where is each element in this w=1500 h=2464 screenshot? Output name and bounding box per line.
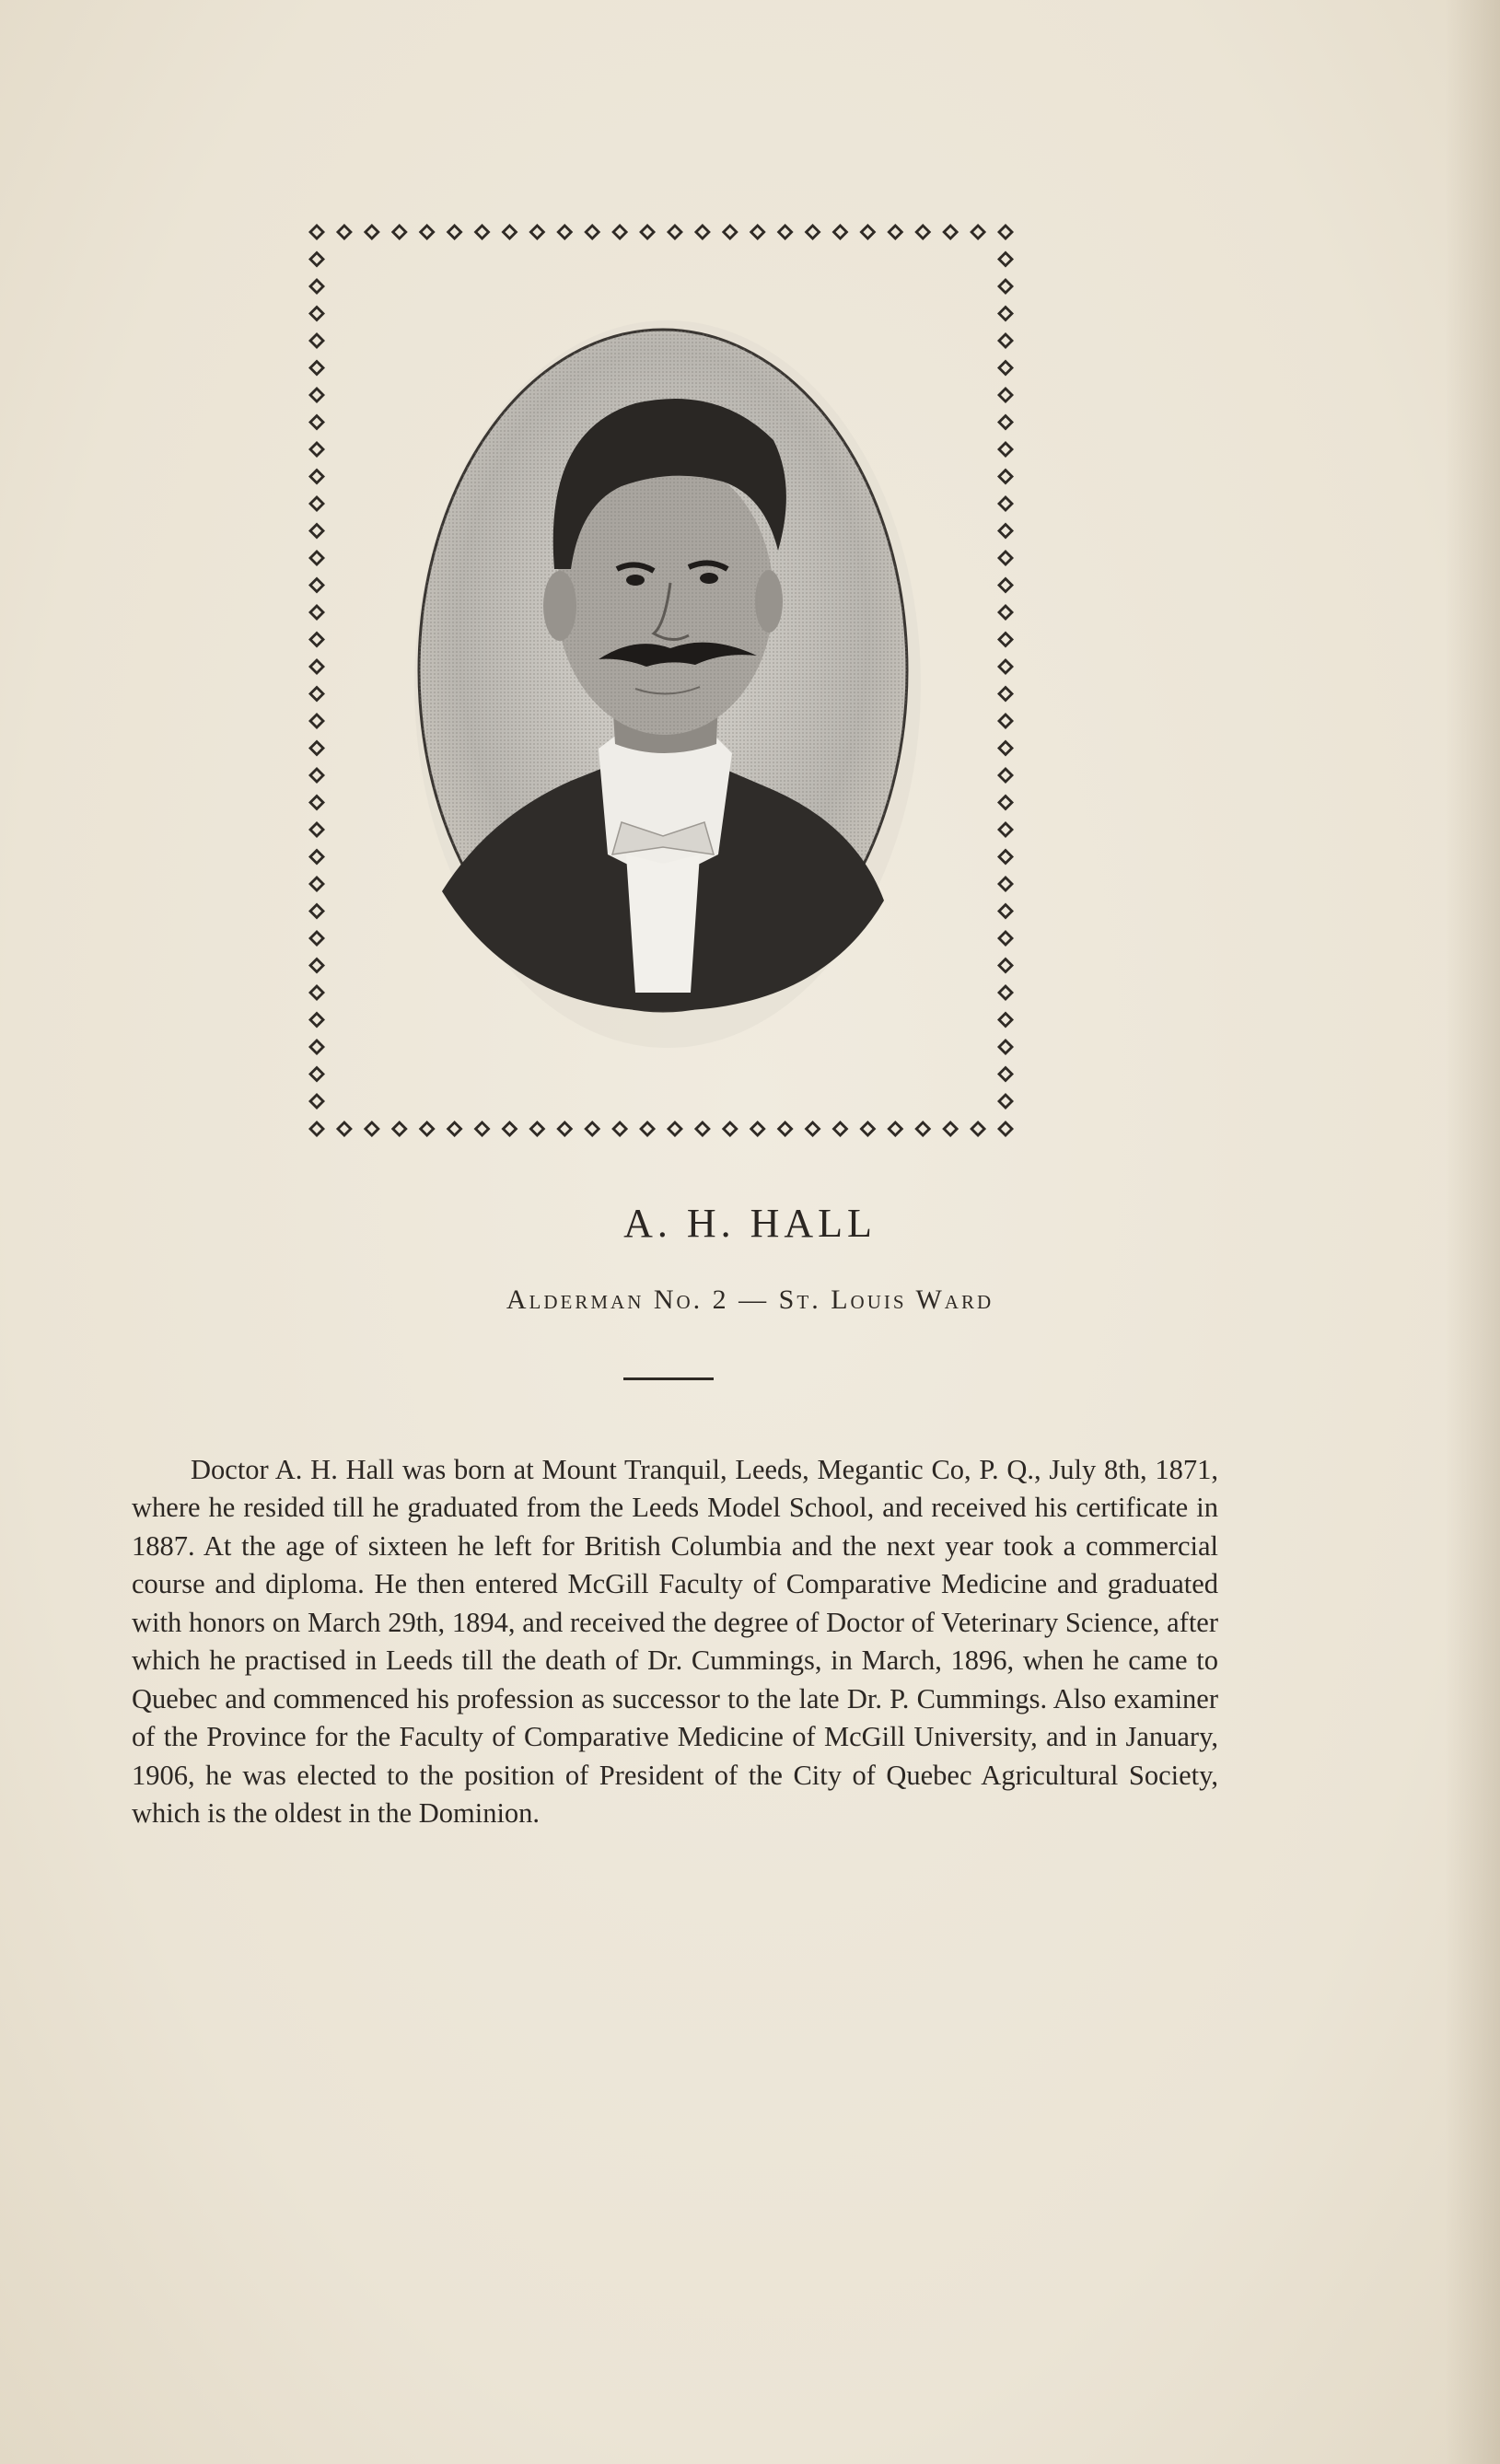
- diamond-ornament: [639, 1121, 656, 1137]
- diamond-ornament: [997, 441, 1014, 458]
- diamond-ornament: [997, 903, 1014, 920]
- diamond-ornament: [308, 360, 325, 377]
- diamond-ornament: [308, 224, 325, 240]
- diamond-ornament: [942, 1121, 959, 1137]
- diamond-ornament: [308, 876, 325, 892]
- diamond-ornament: [777, 224, 794, 240]
- diamond-ornament: [419, 1121, 436, 1137]
- diamond-ornament: [997, 360, 1014, 377]
- diamond-ornament: [750, 1121, 766, 1137]
- diamond-ornament: [997, 414, 1014, 431]
- diamond-ornament: [997, 1012, 1014, 1029]
- diamond-ornament: [914, 224, 931, 240]
- diamond-ornament: [611, 224, 628, 240]
- diamond-ornament: [997, 795, 1014, 811]
- diamond-ornament: [308, 658, 325, 675]
- divider-rule: [623, 1377, 714, 1380]
- diamond-ornament: [391, 1121, 408, 1137]
- diamond-ornament: [308, 387, 325, 403]
- diamond-ornament: [391, 224, 408, 240]
- diamond-ornament: [308, 1066, 325, 1083]
- diamond-ornament: [997, 1093, 1014, 1110]
- diamond-ornament: [997, 930, 1014, 947]
- diamond-ornament: [308, 767, 325, 784]
- diamond-ornament: [970, 1121, 986, 1137]
- diamond-ornament: [308, 469, 325, 485]
- subject-title: Alderman No. 2 — St. Louis Ward: [506, 1284, 994, 1315]
- diamond-ornament: [997, 332, 1014, 349]
- diamond-ornament: [694, 224, 711, 240]
- diamond-ornament: [997, 577, 1014, 594]
- diamond-ornament: [997, 849, 1014, 866]
- diamond-ornament: [997, 686, 1014, 703]
- diamond-ornament: [447, 224, 463, 240]
- diamond-ornament: [308, 441, 325, 458]
- diamond-ornament: [584, 224, 600, 240]
- diamond-ornament: [308, 821, 325, 838]
- diamond-ornament: [419, 224, 436, 240]
- diamond-ornament: [997, 224, 1014, 240]
- diamond-ornament: [722, 224, 738, 240]
- diamond-ornament: [308, 414, 325, 431]
- diamond-ornament: [308, 251, 325, 268]
- diamond-ornament: [308, 306, 325, 322]
- diamond-ornament: [750, 224, 766, 240]
- diamond-ornament: [308, 1121, 325, 1137]
- diamond-ornament: [308, 550, 325, 566]
- diamond-ornament: [308, 984, 325, 1001]
- diamond-ornament: [970, 224, 986, 240]
- diamond-ornament: [308, 495, 325, 512]
- diamond-ornament: [308, 903, 325, 920]
- diamond-ornament: [308, 958, 325, 974]
- diamond-ornament: [997, 713, 1014, 729]
- diamond-ornament: [308, 686, 325, 703]
- diamond-ornament: [887, 1121, 903, 1137]
- diamond-ornament: [997, 876, 1014, 892]
- diamond-ornament: [722, 1121, 738, 1137]
- diamond-ornament: [308, 930, 325, 947]
- diamond-ornament: [997, 767, 1014, 784]
- diamond-ornament: [831, 1121, 848, 1137]
- diamond-ornament: [501, 1121, 517, 1137]
- diamond-ornament: [997, 387, 1014, 403]
- diamond-ornament: [859, 1121, 876, 1137]
- diamond-ornament: [997, 658, 1014, 675]
- diamond-ornament: [859, 224, 876, 240]
- diamond-ornament: [639, 224, 656, 240]
- diamond-ornament: [997, 1066, 1014, 1083]
- diamond-ornament: [997, 632, 1014, 648]
- diamond-ornament: [997, 306, 1014, 322]
- diamond-ornament: [529, 224, 545, 240]
- diamond-ornament: [474, 1121, 491, 1137]
- diamond-ornament: [308, 849, 325, 866]
- diamond-ornament: [997, 251, 1014, 268]
- diamond-ornament: [308, 1039, 325, 1055]
- diamond-ornament: [308, 632, 325, 648]
- diamond-ornament: [556, 224, 573, 240]
- diamond-ornament: [364, 224, 380, 240]
- diamond-ornament: [997, 958, 1014, 974]
- diamond-ornament: [308, 713, 325, 729]
- diamond-ornament: [997, 604, 1014, 621]
- diamond-ornament: [501, 224, 517, 240]
- diamond-ornament: [997, 278, 1014, 295]
- diamond-ornament: [336, 1121, 353, 1137]
- diamond-ornament: [831, 224, 848, 240]
- diamond-ornament: [308, 577, 325, 594]
- diamond-ornament: [529, 1121, 545, 1137]
- diamond-ornament: [611, 1121, 628, 1137]
- diamond-ornament: [308, 740, 325, 757]
- diamond-ornament: [336, 224, 353, 240]
- diamond-ornament: [308, 1012, 325, 1029]
- diamond-ornament: [997, 1121, 1014, 1137]
- diamond-ornament: [667, 1121, 683, 1137]
- subject-name: A. H. HALL: [623, 1201, 877, 1246]
- diamond-ornament: [308, 604, 325, 621]
- diamond-ornament: [447, 1121, 463, 1137]
- diamond-ornament: [997, 495, 1014, 512]
- diamond-ornament: [997, 740, 1014, 757]
- diamond-ornament: [474, 224, 491, 240]
- diamond-ornament: [997, 550, 1014, 566]
- diamond-ornament: [694, 1121, 711, 1137]
- biography-paragraph: Doctor A. H. Hall was born at Mount Tranquil, Leeds, Megantic Co, P. Q., July 8th, 1871, where he resided till he graduated from the Leeds Model School, and received his certificate in 1887. At the age of sixteen he left for British Columbia and the next year took a commercial course and diploma. He then entered McGill Faculty of Comparative Medicine and graduated with honors on March 29th, 1894, and received the degree of Doctor of Veterinary Science, after which he practised in Leeds till the death of Dr. Cummings, in March, 1896, when he came to Quebec and commenced his profession as successor to the late Dr. P. Cummings. Also examiner of the Province for the Faculty of Comparative Medicine of McGill University, and in January, 1906, he was elected to the position of President of the City of Quebec Agricultural Society, which is the oldest in the Dominion.: [132, 1453, 1218, 1829]
- diamond-ornament: [584, 1121, 600, 1137]
- diamond-ornament: [364, 1121, 380, 1137]
- diamond-ornament: [308, 278, 325, 295]
- diamond-ornament: [997, 1039, 1014, 1055]
- diamond-ornament: [997, 469, 1014, 485]
- diamond-ornament: [308, 332, 325, 349]
- diamond-ornament: [914, 1121, 931, 1137]
- diamond-ornament: [805, 1121, 821, 1137]
- oval-portrait-photo: [419, 330, 907, 1011]
- diamond-ornament: [997, 523, 1014, 540]
- diamond-ornament: [997, 984, 1014, 1001]
- diamond-ornament: [667, 224, 683, 240]
- diamond-ornament: [805, 224, 821, 240]
- diamond-ornament: [308, 523, 325, 540]
- diamond-ornament: [997, 821, 1014, 838]
- portrait-frame: [304, 219, 1022, 1140]
- diamond-ornament: [777, 1121, 794, 1137]
- diamond-ornament: [942, 224, 959, 240]
- diamond-ornament: [556, 1121, 573, 1137]
- diamond-ornament: [887, 224, 903, 240]
- diamond-ornament: [308, 795, 325, 811]
- diamond-ornament: [308, 1093, 325, 1110]
- portrait-illustration: [304, 219, 1022, 1140]
